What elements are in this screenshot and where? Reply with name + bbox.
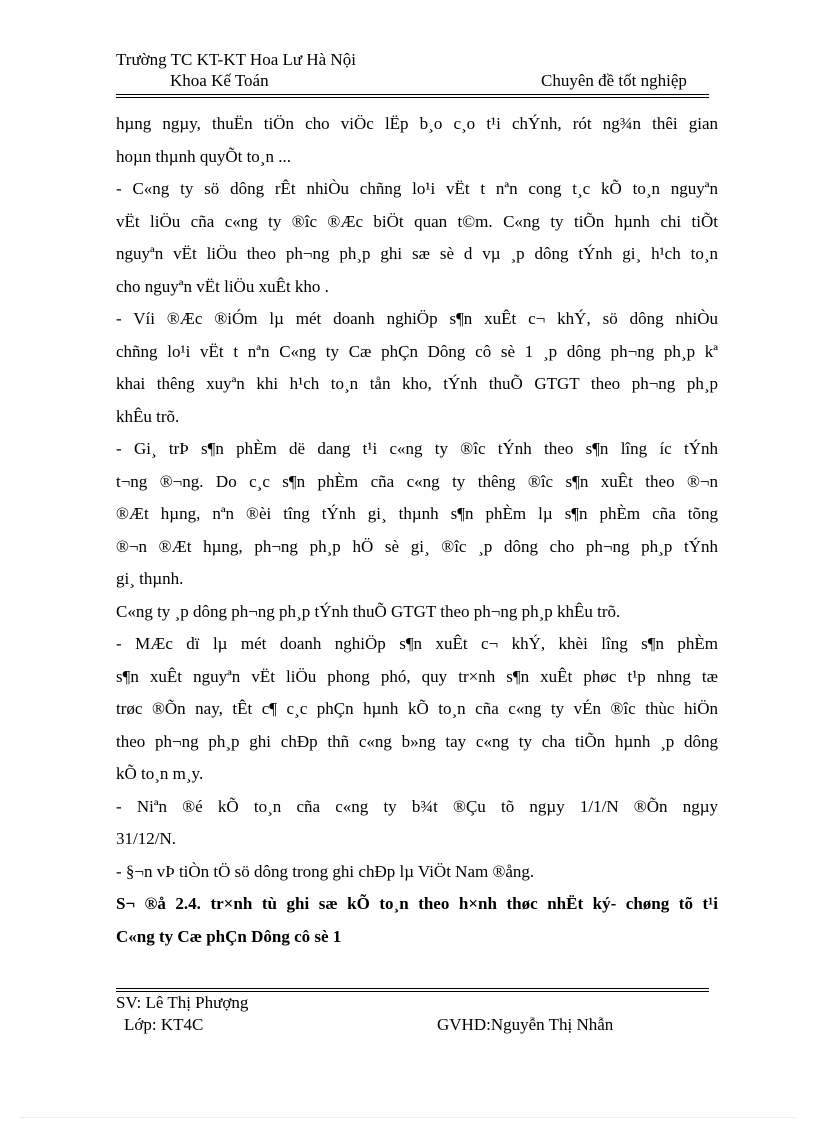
diagram-caption-line: C«ng ty Cæ phÇn Dông cô sè 1: [116, 926, 342, 946]
footer-rule-bottom: [116, 991, 709, 992]
body-line: vËt liÖu cña c«ng ty ®îc ®Æc biÖt quan t©m. C«ng ty tiÕn hµnh chi tiÕt: [116, 211, 718, 231]
body-line: - MÆc dï lµ mét doanh nghiÖp s¶n xuÊt c¬ khÝ, khèi lîng s¶n phÈm: [116, 634, 718, 653]
body-line: nguyªn vËt liÖu theo ph¬ng ph¸p ghi sæ sè d vµ ¸p dông tÝnh gi¸ h¹ch to¸n: [116, 244, 718, 263]
body-line: kÕ to¸n m¸y.: [116, 764, 204, 783]
body-line: ®Æt hµng, nªn ®èi tîng tÝnh gi¸ thµnh s¶n phÈm lµ s¶n phÈm cña tõng: [116, 504, 718, 523]
body-line: - C«ng ty sö dông rÊt nhiÒu chñng lo¹i vËt t nªn cong t¸c kÕ to¸n nguyªn: [116, 179, 718, 198]
diagram-caption-line: S¬ ®å 2.4. tr×nh tù ghi sæ kÕ to¸n theo h×nh thøc nhËt ký- chøng tõ t¹i: [116, 894, 718, 913]
body-line: theo ph¬ng ph¸p ghi chÐp thñ c«ng b»ng tay c«ng ty cha tiÕn hµnh ¸p dông: [116, 731, 718, 751]
body-line: - Víi ®Æc ®iÓm lµ mét doanh nghiÖp s¶n xuÊt c¬ khÝ, sö dông nhiÒu: [116, 309, 718, 328]
body-line: C«ng ty ¸p dông ph¬ng ph¸p tÝnh thuÕ GTGT theo ph¬ng ph¸p khÊu trõ.: [116, 601, 621, 621]
body-line: ®¬n ®Æt hµng, ph¬ng ph¸p hÖ sè gi¸ ®îc ¸p dông cho ph¬ng ph¸p tÝnh: [116, 536, 718, 556]
body-line: t¬ng ®¬ng. Do c¸c s¶n phÈm cña c«ng ty thêng ®îc s¶n xuÊt theo ®¬n: [116, 471, 718, 491]
body-line: - §¬n vÞ tiÒn tÖ sö dông trong ghi chÐp lµ ViÖt Nam ®ång.: [116, 861, 535, 881]
body-line: trøc ®Õn nay, tÊt c¶ c¸c phÇn hµnh kÕ to¸n cña c«ng ty vÉn ®îc thùc hiÖn: [116, 699, 718, 718]
body-line: hµng ngµy, thuËn tiÖn cho viÖc lËp b¸o c¸o t¹i chÝnh, rót ng¾n thêi gian: [116, 114, 718, 133]
header-rule-bottom: [116, 97, 709, 98]
header-school: Trường TC KT-KT Hoa Lư Hà Nội: [116, 50, 356, 69]
body-line: khai thêng xuyªn khi h¹ch to¸n tån kho, tÝnh thuÕ GTGT theo ph¬ng ph¸p: [116, 374, 718, 393]
body-line: khÊu trõ.: [116, 406, 180, 426]
page-edge-dots: [20, 1117, 796, 1118]
header-title: Chuyên đề tốt nghiệp: [541, 71, 687, 90]
body-line: gi¸ thµnh.: [116, 569, 184, 588]
body-text: [116, 108, 718, 953]
body-line: 31/12/N.: [116, 829, 176, 848]
body-line: - Niªn ®é kÕ to¸n cña c«ng ty b¾t ®Çu tõ ngµy 1/1/N ®Õn ngµy: [116, 796, 718, 816]
footer-student: SV: Lê Thị Phượng: [116, 993, 249, 1012]
footer-advisor: GVHD:Nguyễn Thị Nhẫn: [437, 1015, 614, 1034]
body-line: hoµn thµnh quyÕt to¸n ...: [116, 146, 291, 166]
body-line: chñng lo¹i vËt t nªn C«ng ty Cæ phÇn Dông cô sè 1 ¸p dông ph¬ng ph¸p kª: [116, 341, 718, 361]
body-line: - Gi¸ trÞ s¶n phÈm dë dang t¹i c«ng ty ®îc tÝnh theo s¶n lîng íc tÝnh: [116, 439, 718, 458]
header-rule-top: [116, 94, 709, 95]
body-line: s¶n xuÊt nguyªn vËt liÖu phong phó, quy tr×nh s¶n xuÊt phøc t¹p nhng tæ: [116, 666, 718, 686]
footer-rule-top: [116, 988, 709, 989]
body-line: cho nguyªn vËt liÖu xuÊt kho .: [116, 276, 329, 296]
footer-class: Lớp: KT4C: [124, 1015, 204, 1034]
header-department: Khoa Kế Toán: [170, 71, 269, 90]
